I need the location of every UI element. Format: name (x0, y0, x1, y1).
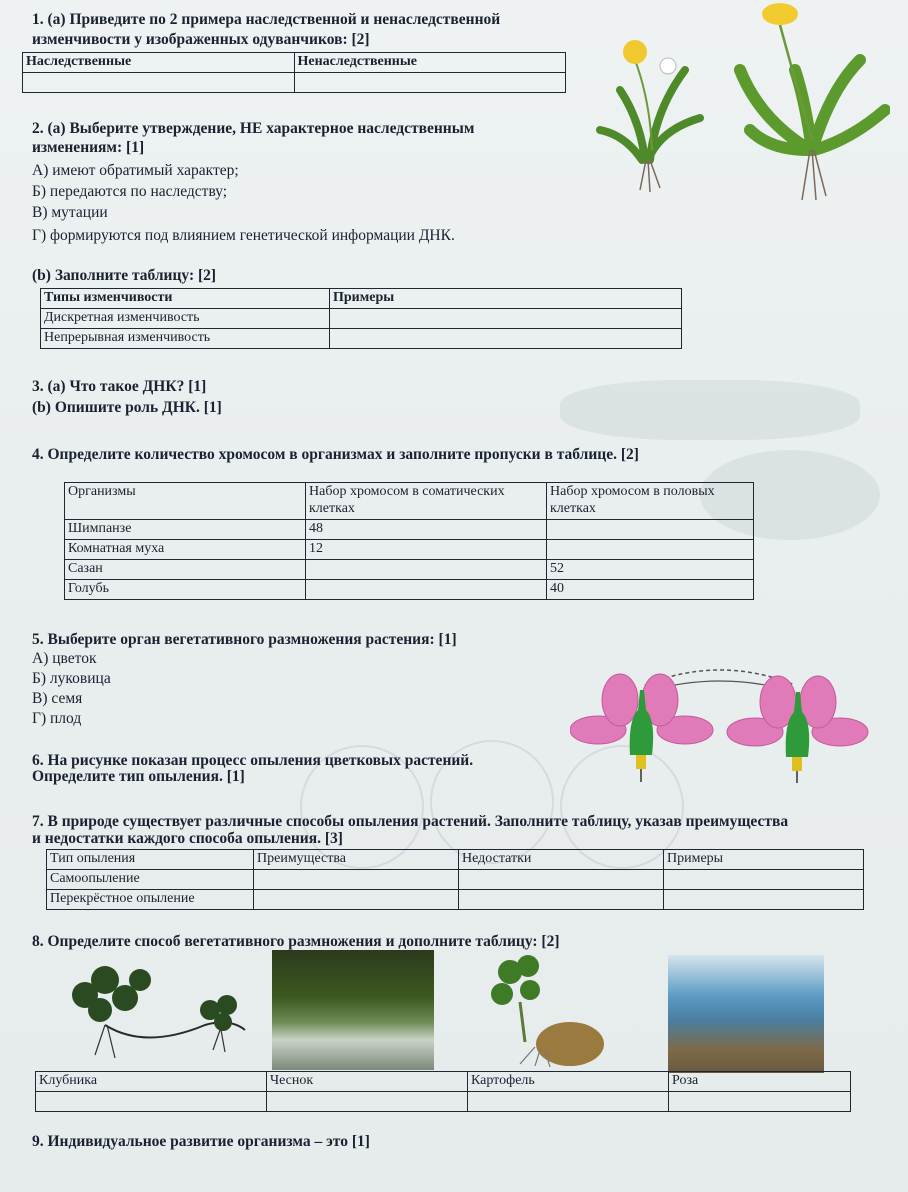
q2b-text: (b) Заполните таблицу: [2] (32, 267, 217, 284)
q2-option-a[interactable]: А) имеют обратимый характер; (32, 162, 239, 179)
q8-text: 8. Определите способ вегетативного размножения и дополните таблицу: [2] (32, 933, 560, 950)
strawberry-runner-image (45, 950, 260, 1068)
small-dandelion-plant (600, 40, 700, 192)
q5-text: 5. Выберите орган вегетативного размножения растения: [1] (32, 631, 457, 648)
q2-text-line1: 2. (a) Выберите утверждение, НЕ характерное наследственным (32, 120, 475, 137)
q2b-header-examples: Примеры (330, 289, 682, 309)
q8-header-strawberry: Клубника (36, 1072, 267, 1092)
q1-text-line1: 1. (a) Приведите по 2 примера наследственной и ненаследственной (32, 11, 501, 28)
q1-table (22, 52, 566, 93)
q2b-header-types: Типы изменчивости (41, 289, 330, 309)
q2b-row-label: Непрерывная изменчивость (41, 329, 330, 349)
q7-answer-cell[interactable] (254, 890, 459, 910)
q8-header-garlic: Чеснок (267, 1072, 468, 1092)
q7-table (46, 849, 864, 910)
q2b-answer-cell[interactable] (330, 329, 682, 349)
q7-header-type: Тип опыления (47, 850, 254, 870)
q7-header-disadvantages: Недостатки (459, 850, 664, 870)
q9-text: 9. Индивидуальное развитие организма – это [1] (32, 1133, 370, 1150)
q7-text-line2: и недостатки каждого способа опыления. [3] (32, 830, 343, 847)
q4-table (64, 482, 754, 600)
q8-answer-cell[interactable] (468, 1092, 669, 1112)
q5-option-d[interactable]: Г) плод (32, 710, 82, 727)
q8-answer-cell[interactable] (267, 1092, 468, 1112)
large-dandelion-plant (740, 3, 885, 200)
q5-option-b[interactable]: Б) луковица (32, 670, 111, 687)
q4-header-somatic: Набор хромосом в соматических клетках (306, 483, 547, 520)
q2b-table (40, 288, 682, 349)
q7-answer-cell[interactable] (664, 890, 864, 910)
q7-answer-cell[interactable] (459, 890, 664, 910)
q2b-row-label: Дискретная изменчивость (41, 309, 330, 329)
q4-somatic-value[interactable] (306, 560, 547, 580)
q4-sex-value[interactable]: 52 (547, 560, 754, 580)
q8-header-potato: Картофель (468, 1072, 669, 1092)
q6-text-line1: 6. На рисунке показан процесс опыления цветковых растений. (32, 752, 474, 769)
q2b-answer-cell[interactable] (330, 309, 682, 329)
q4-organism: Шимпанзе (65, 520, 306, 540)
flower-left (570, 674, 713, 782)
q8-answer-cell[interactable] (669, 1092, 851, 1112)
q4-somatic-value[interactable]: 48 (306, 520, 547, 540)
q1-text-line2: изменчивости у изображенных одуванчиков: [2] (32, 31, 370, 48)
q4-sex-value[interactable] (547, 540, 754, 560)
q7-answer-cell[interactable] (254, 870, 459, 890)
garlic-image (272, 950, 434, 1070)
q3a-text: 3. (a) Что такое ДНК? [1] (32, 378, 207, 395)
q1-header-hereditary: Наследственные (23, 53, 295, 73)
flower-right (727, 676, 868, 783)
q8-answer-cell[interactable] (36, 1092, 267, 1112)
q4-organism: Комнатная муха (65, 540, 306, 560)
q4-somatic-value[interactable] (306, 580, 547, 600)
q3b-text: (b) Опишите роль ДНК. [1] (32, 399, 222, 416)
q4-header-organisms: Организмы (65, 483, 306, 520)
q4-organism: Сазан (65, 560, 306, 580)
q7-header-advantages: Преимущества (254, 850, 459, 870)
q2-text-line2: изменениям: [1] (32, 139, 145, 156)
q4-header-sex: Набор хромосом в половых клетках (547, 483, 754, 520)
q7-answer-cell[interactable] (664, 870, 864, 890)
q4-somatic-value[interactable]: 12 (306, 540, 547, 560)
q2-option-d[interactable]: Г) формируются под влиянием генетической информации ДНК. (32, 227, 455, 244)
q2-option-c[interactable]: В) мутации (32, 204, 108, 221)
q1-answer-cell[interactable] (294, 73, 566, 93)
q5-option-a[interactable]: А) цветок (32, 650, 97, 667)
q4-organism: Голубь (65, 580, 306, 600)
q6-text-line2: Определите тип опыления. [1] (32, 768, 245, 785)
pollination-illustration (570, 660, 870, 785)
potato-sprout-image (480, 952, 610, 1070)
dandelion-illustration (590, 0, 890, 200)
q1-header-nonhereditary: Ненаследственные (294, 53, 566, 73)
q7-text-line1: 7. В природе существует различные способы опыления растений. Заполните таблицу, указав преимущества (32, 813, 789, 830)
q7-answer-cell[interactable] (459, 870, 664, 890)
q7-row-label: Перекрёстное опыление (47, 890, 254, 910)
q8-table (35, 1071, 851, 1112)
rose-cutting-image (668, 955, 824, 1073)
q5-option-c[interactable]: В) семя (32, 690, 83, 707)
q4-text: 4. Определите количество хромосом в организмах и заполните пропуски в таблице. [2] (32, 446, 639, 463)
q1-answer-cell[interactable] (23, 73, 295, 93)
background-bleed (560, 380, 860, 440)
q4-sex-value[interactable]: 40 (547, 580, 754, 600)
q4-sex-value[interactable] (547, 520, 754, 540)
q7-header-examples: Примеры (664, 850, 864, 870)
q7-row-label: Самоопыление (47, 870, 254, 890)
q8-header-rose: Роза (669, 1072, 851, 1092)
q2-option-b[interactable]: Б) передаются по наследству; (32, 183, 228, 200)
